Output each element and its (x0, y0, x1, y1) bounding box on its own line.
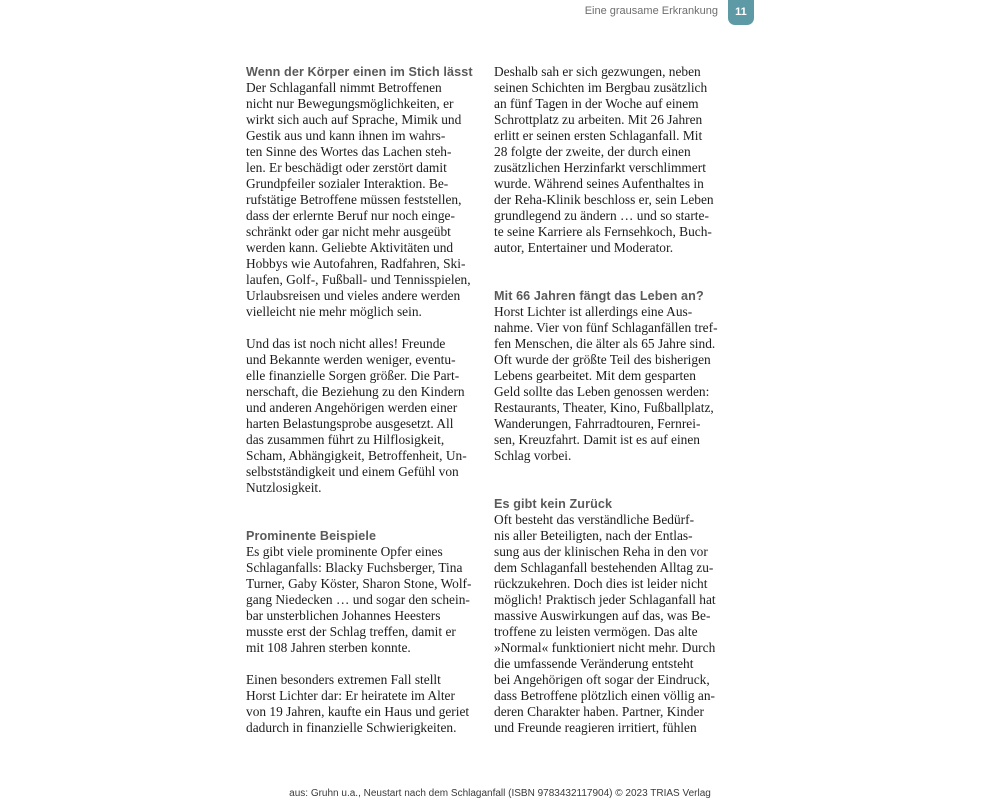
text-line: Und das ist noch nicht alles! Freunde (246, 336, 446, 351)
text-line: wirkt sich auch auf Sprache, Mimik und (246, 112, 462, 127)
text-line: Wanderungen, Fahrradtouren, Fernrei- (494, 416, 701, 431)
text-line: an fünf Tagen in der Woche auf einem (494, 96, 699, 111)
text-line: schränkt oder gar nicht mehr ausgeübt (246, 224, 451, 239)
text-line: Lebens gearbeitet. Mit dem gesparten (494, 368, 696, 383)
text-line: Grundpfeiler sozialer Interaktion. Be- (246, 176, 449, 191)
text-line: Schlaganfalls: Blacky Fuchsberger, Tina (246, 560, 463, 575)
text-line: musste erst der Schlag treffen, damit er (246, 624, 456, 639)
text-line: dass der erlernte Beruf nur noch einge- (246, 208, 455, 223)
text-line: grundlegend zu ändern … und so starte- (494, 208, 709, 223)
text-line: harten Belastungsprobe ausgesetzt. All (246, 416, 454, 431)
text-line: erlitt er seinen ersten Schlaganfall. Mit (494, 128, 703, 143)
section-heading-66-jahre: Mit 66 Jahren fängt das Leben an? (494, 289, 704, 303)
text-line: der Reha-Klinik beschloss er, sein Leben (494, 192, 714, 207)
text-line: autor, Entertainer und Moderator. (494, 240, 674, 255)
text-line: dass Betroffene plötzlich einen völlig an- (494, 688, 716, 703)
text-line: len. Er beschädigt oder zerstört damit (246, 160, 447, 175)
left-column (246, 64, 478, 736)
text-line: die umfassende Veränderung entsteht (494, 656, 694, 671)
text-line: Urlaubsreisen und vieles andere werden (246, 288, 461, 303)
text-line: sen, Kreuzfahrt. Damit ist es auf einen (494, 432, 700, 447)
text-line: Schrottplatz zu arbeiten. Mit 26 Jahren (494, 112, 703, 127)
section-heading-koerper: Wenn der Körper einen im Stich lässt (246, 65, 473, 79)
text-line: laufen, Golf-, Fußball- und Tennisspielen, (246, 272, 471, 287)
paragraph (494, 304, 726, 464)
paragraph (494, 64, 726, 256)
text-line: Gestik aus und kann ihnen im wahrs- (246, 128, 446, 143)
text-line: gang Niedecken … und sogar den schein- (246, 592, 470, 607)
paragraph (246, 672, 478, 736)
text-line: und anderen Angehörigen werden einer (246, 400, 458, 415)
text-line: seinen Schichten im Bergbau zusätzlich (494, 80, 708, 95)
text-line: vielleicht nie mehr möglich sein. (246, 304, 422, 319)
text-line: sung aus der klinischen Reha in den vor (494, 544, 708, 559)
text-line: Es gibt viele prominente Opfer eines (246, 544, 443, 559)
text-line: Horst Lichter dar: Er heiratete im Alter (246, 688, 455, 703)
text-line: elle finanzielle Sorgen größer. Die Part- (246, 368, 460, 383)
text-line: von 19 Jahren, kaufte ein Haus und geriet (246, 704, 470, 719)
section-heading-prominente: Prominente Beispiele (246, 529, 377, 543)
text-line: bei Angehörigen oft sogar der Eindruck, (494, 672, 710, 687)
text-line: te seine Karriere als Fernsehkoch, Buch- (494, 224, 712, 239)
text-line: und Freunde reagieren irritiert, fühlen (494, 720, 697, 735)
text-line: nahme. Vier von fünf Schlaganfällen tref- (494, 320, 718, 335)
text-line: Turner, Gaby Köster, Sharon Stone, Wolf- (246, 576, 472, 591)
text-line: nicht nur Bewegungsmöglichkeiten, er (246, 96, 454, 111)
text-line: Horst Lichter ist allerdings eine Aus- (494, 304, 693, 319)
text-line: nis aller Beteiligten, nach der Entlas- (494, 528, 693, 543)
text-line: Geld sollte das Leben genossen werden: (494, 384, 710, 399)
paragraph (494, 512, 726, 736)
text-line: nerschaft, die Beziehung zu den Kindern (246, 384, 465, 399)
text-line: deren Charakter haben. Partner, Kinder (494, 704, 704, 719)
text-line: dem Schlaganfall bestehenden Alltag zu- (494, 560, 714, 575)
text-line: zusätzlichen Herzinfarkt verschlimmert (494, 160, 706, 175)
text-line: werden kann. Geliebte Aktivitäten und (246, 240, 454, 255)
paragraph (246, 336, 478, 496)
text-line: Restaurants, Theater, Kino, Fußballplatz, (494, 400, 714, 415)
text-line: wurde. Während seines Aufenthaltes in (494, 176, 704, 191)
text-line: rückzukehren. Doch dies ist leider nicht (494, 576, 708, 591)
text-line: troffene zu leisten vermögen. Das alte (494, 624, 698, 639)
text-line: Der Schlaganfall nimmt Betroffenen (246, 80, 442, 95)
text-line: rufstätige Betroffene müssen feststellen, (246, 192, 462, 207)
section-heading-kein-zurueck: Es gibt kein Zurück (494, 497, 613, 511)
running-title: Eine grausame Erkrankung (584, 5, 718, 17)
page-header (560, 0, 754, 26)
text-line: und Bekannte werden weniger, eventu- (246, 352, 456, 367)
text-line: bar unsterblichen Johannes Heesters (246, 608, 441, 623)
text-line: Schlag vorbei. (494, 448, 572, 463)
text-line: ten Sinne des Wortes das Lachen steh- (246, 144, 452, 159)
right-column (494, 64, 726, 736)
citation-footer: aus: Gruhn u.a., Neustart nach dem Schlaganfall (ISBN 9783432117904) © 2023 TRIAS Verlag (289, 788, 711, 799)
paragraph (246, 80, 478, 320)
paragraph (246, 544, 478, 656)
text-line: Nutzlosigkeit. (246, 480, 322, 495)
text-line: möglich! Praktisch jeder Schlaganfall hat (494, 592, 716, 607)
text-line: Hobbys wie Autofahren, Radfahren, Ski- (246, 256, 466, 271)
text-line: selbstständigkeit und einem Gefühl von (246, 464, 459, 479)
text-line: massive Auswirkungen auf das, was Be- (494, 608, 711, 623)
text-line: fen Menschen, die älter als 65 Jahre sind. (494, 336, 716, 351)
text-line: Deshalb sah er sich gezwungen, neben (494, 64, 701, 79)
text-line: Oft besteht das verständliche Bedürf- (494, 512, 695, 527)
text-line: das zusammen führt zu Hilflosigkeit, (246, 432, 445, 447)
text-line: Einen besonders extremen Fall stellt (246, 672, 441, 687)
page-number-badge: 11 (728, 0, 754, 25)
text-line: mit 108 Jahren sterben konnte. (246, 640, 411, 655)
text-line: »Normal« funktioniert nicht mehr. Durch (494, 640, 716, 655)
text-line: Oft wurde der größte Teil des bisherigen (494, 352, 711, 367)
text-line: Scham, Abhängigkeit, Betroffenheit, Un- (246, 448, 467, 463)
text-line: 28 folgte der zweite, der durch einen (494, 144, 691, 159)
text-line: dadurch in finanzielle Schwierigkeiten. (246, 720, 457, 735)
